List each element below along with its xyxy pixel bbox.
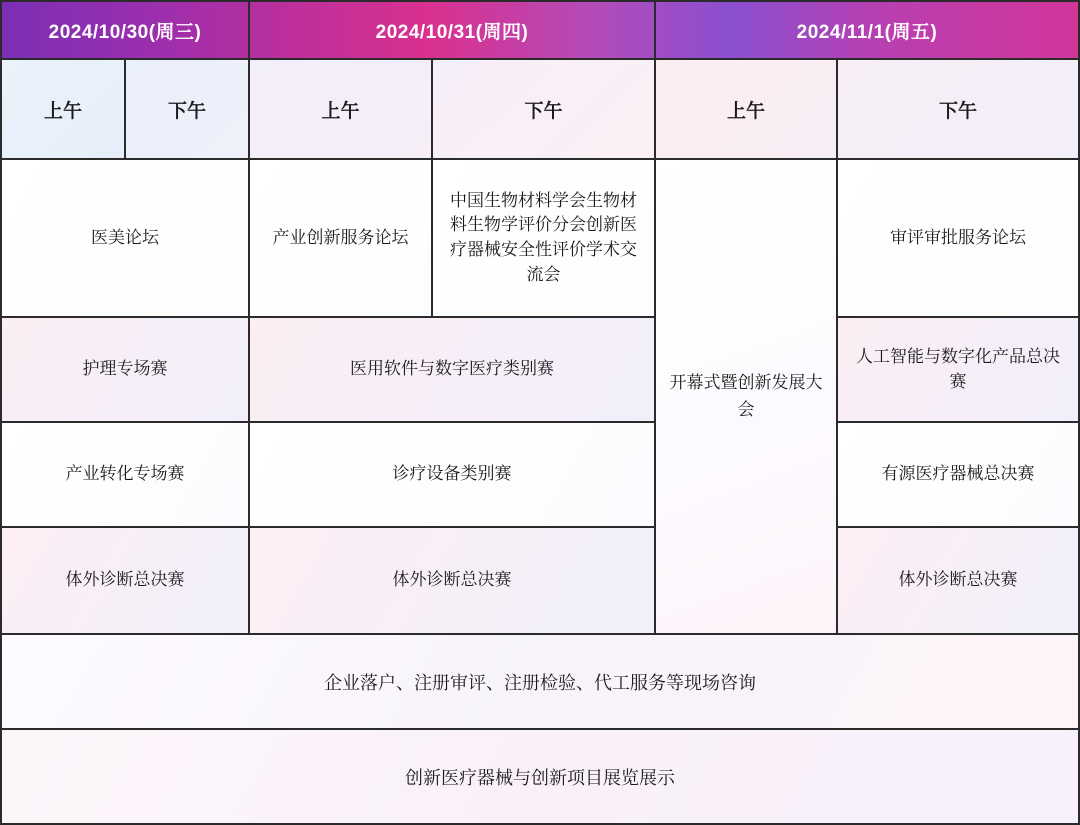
column-friday-afternoon	[838, 160, 1078, 635]
column-wednesday	[2, 160, 250, 635]
session-thu-ivd: 体外诊断总决赛	[250, 528, 656, 635]
schedule-body	[2, 160, 1078, 823]
session-thu-equipment: 诊疗设备类别赛	[250, 423, 656, 528]
session-fri-ai-final: 人工智能与数字化产品总决赛	[838, 318, 1078, 423]
period-header-row	[2, 58, 1078, 160]
session-thu-pm-forum: 中国生物材料学会生物材料生物学评价分会创新医疗器械安全性评价学术交流会	[433, 160, 656, 318]
period-friday-morning: 上午	[656, 60, 838, 158]
session-thu-software: 医用软件与数字医疗类别赛	[250, 318, 656, 423]
date-header-thursday: 2024/10/31(周四)	[250, 2, 656, 58]
column-thursday	[250, 160, 656, 635]
row-exhibition: 创新医疗器械与创新项目展览展示	[2, 730, 1078, 823]
session-wed-transformation: 产业转化专场赛	[2, 423, 250, 528]
session-fri-active-device-final: 有源医疗器械总决赛	[838, 423, 1078, 528]
schedule-grid	[2, 160, 1078, 635]
date-header-wednesday: 2024/10/30(周三)	[2, 2, 250, 58]
period-wednesday-morning: 上午	[2, 60, 126, 158]
date-header-row	[2, 2, 1078, 58]
session-fri-opening-ceremony: 开幕式暨创新发展大会	[656, 160, 838, 635]
session-wed-nursing: 护理专场赛	[2, 318, 250, 423]
session-fri-ivd-final: 体外诊断总决赛	[838, 528, 1078, 635]
session-thu-am-forum: 产业创新服务论坛	[250, 160, 433, 318]
session-fri-review-forum: 审评审批服务论坛	[838, 160, 1078, 318]
period-thursday-afternoon: 下午	[433, 60, 656, 158]
period-wednesday-afternoon: 下午	[126, 60, 250, 158]
date-header-friday: 2024/11/1(周五)	[796, 21, 938, 43]
session-wed-forum: 医美论坛	[2, 160, 250, 318]
period-friday-afternoon: 下午	[838, 60, 1078, 158]
session-wed-ivd: 体外诊断总决赛	[2, 528, 250, 635]
row-onsite-consultation: 企业落户、注册审评、注册检验、代工服务等现场咨询	[2, 635, 1078, 730]
period-thursday-morning: 上午	[250, 60, 433, 158]
